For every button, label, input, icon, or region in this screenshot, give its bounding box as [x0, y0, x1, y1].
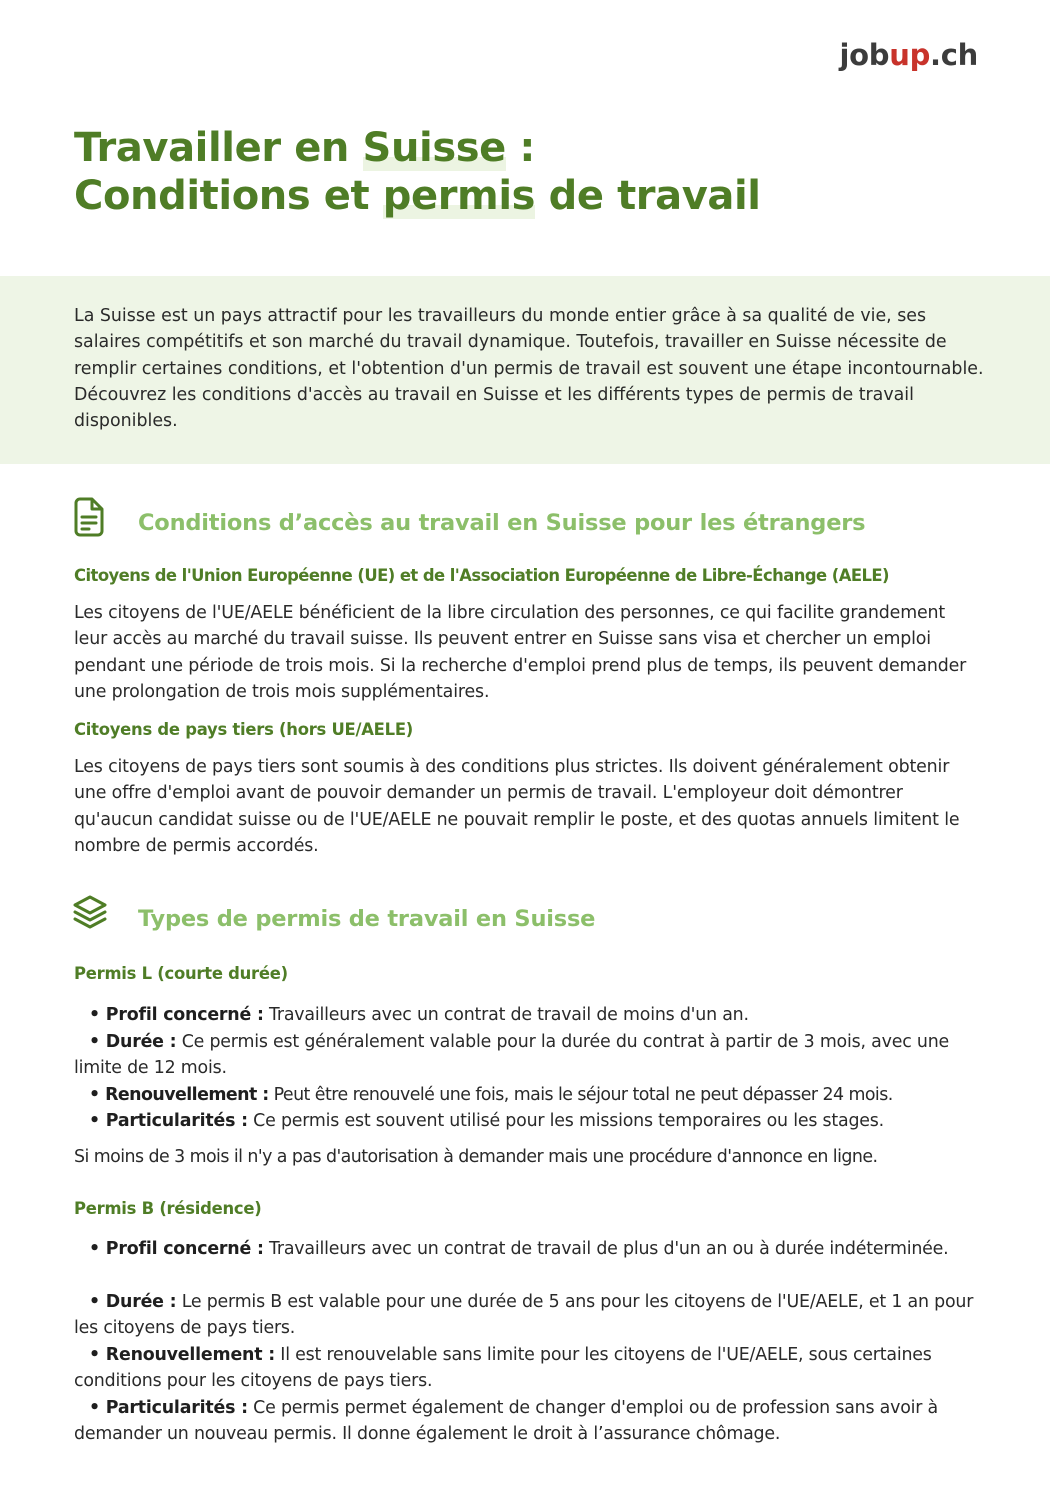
list-item: • Durée : Ce permis est généralement valable pour la durée du contrat à partir de 3 mois, avec une limite de 12 mois. — [74, 1032, 950, 1079]
layers-icon — [72, 894, 108, 932]
intro-box — [0, 276, 1050, 464]
section-title-types: Types de permis de travail en Suisse — [138, 906, 596, 932]
intro-text: La Suisse est un pays attractif pour les travailleurs du monde entier grâce à sa qualité de vie, ses salaires compétitifs et son marché du travail dynamique. Toutefois, travailler en Suisse nécessite de remplir certaines conditions, et l'obtention d'un permis de travail est souvent une étape incontournable. Découvrez les conditions d'accès au travail en Suisse et les différents types de permis de travail disponibles. — [74, 306, 984, 432]
paragraph-pays-tiers: Les citoyens de pays tiers sont soumis à des conditions plus strictes. Ils doivent généralement obtenir une offre d'emploi avant de pouvoir demander un permis de travail. L'employeur doit démontrer qu'aucun candidat suisse ou de l'UE/AELE ne pouvait remplir le poste, et des quotas annuels limitent le nombre de permis accordés. — [74, 757, 960, 856]
list-item: • Profil concerné : Travailleurs avec un contrat de travail de moins d'un an. — [89, 1005, 749, 1025]
paragraph-ue-aele: Les citoyens de l'UE/AELE bénéficient de la libre circulation des personnes, ce qui facilite grandement leur accès au marché du travail suisse. Ils peuvent entrer en Suisse sans visa et chercher un emploi pendant une période de trois mois. Si la recherche d'emploi prend plus de temps, ils peuvent demander une prolongation de trois mois supplémentaires. — [74, 603, 967, 702]
document-icon — [72, 497, 106, 537]
list-item: • Profil concerné : Travailleurs avec un contrat de travail de plus d'un an ou à durée indéterminée. — [89, 1239, 949, 1259]
subtitle-permis-l: Permis L (courte durée) — [74, 964, 288, 983]
subtitle-pays-tiers: Citoyens de pays tiers (hors UE/AELE) — [74, 720, 414, 739]
subtitle-ue-aele: Citoyens de l'Union Européenne (UE) et de l'Association Européenne de Libre-Échange (AELE) — [74, 566, 889, 585]
list-item: • Renouvellement : Peut être renouvelé une fois, mais le séjour total ne peut dépasser 24 mois. — [89, 1085, 893, 1105]
list-item: • Renouvellement : Il est renouvelable sans limite pour les citoyens de l'UE/AELE, sous certaines conditions pour les citoyens de pays tiers. — [74, 1345, 932, 1392]
section-title-conditions: Conditions d’accès au travail en Suisse pour les étrangers — [138, 510, 866, 536]
jobup-logo[interactable]: jobup.ch — [839, 38, 978, 72]
subtitle-permis-b: Permis B (résidence) — [74, 1199, 262, 1218]
list-item: • Durée : Le permis B est valable pour une durée de 5 ans pour les citoyens de l'UE/AELE, et 1 an pour les citoyens de pays tiers. — [74, 1292, 974, 1339]
permis-l-note: Si moins de 3 mois il n'y a pas d'autorisation à demander mais une procédure d'annonce en ligne. — [74, 1147, 878, 1167]
list-item: • Particularités : Ce permis est souvent utilisé pour les missions temporaires ou les stages. — [89, 1111, 884, 1131]
page-title: Travailler en Suisse : Conditions et permis de travail — [74, 125, 761, 219]
list-item: • Particularités : Ce permis permet également de changer d'emploi ou de profession sans avoir à demander un nouveau permis. Il donne également le droit à l’assurance chômage. — [74, 1398, 939, 1445]
